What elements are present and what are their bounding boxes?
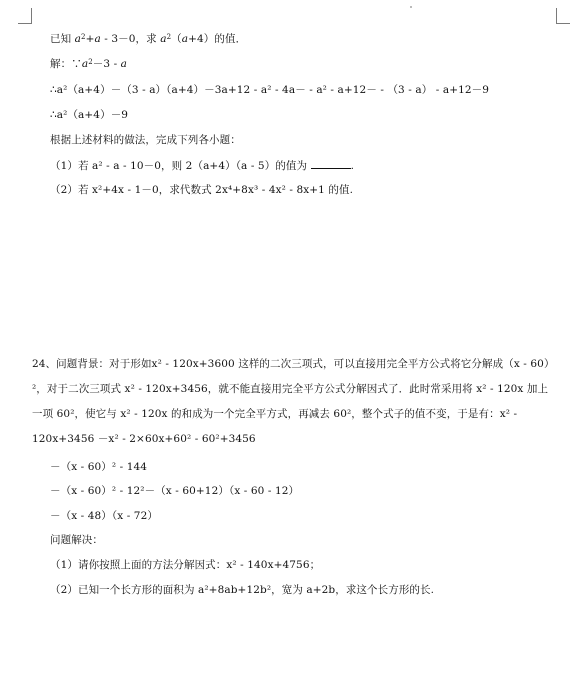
problem-24-background: 24、问题背景：对于形如x² - 120x+3600 这样的二次三项式，可以直接用完全平方公式将它分解成（x - 60）²，对于二次三项式 x² - 120x+3456，就不能直接用完全平方公式分解因式了．此时常采用将 x² - 120x 加上一项 60²，使它与 x² - 120x 的和成为一个完全平方式，再减去 60²，整个式子的值不变，于是有：x² - 120x+3456 －x² - 2×60x+60² - 60²+3456	[32, 358, 550, 445]
step-3: －（x - 48）（x - 72）	[50, 510, 158, 522]
given-statement: 已知 $a^2+a - 3-0$，求 $a^2(a+4)$的值．	[50, 33, 247, 45]
solution-line-3: ∴a²（a+4）－9	[50, 109, 129, 121]
step-2: －（x - 60）² - 12²－（x - 60+12）（x - 60 - 12）	[50, 485, 300, 497]
step-1: －（x - 60）² - 144	[50, 461, 148, 473]
question-1: （1）若 a² - a - 10－0，则 2（a+4）（a - 5）的值为 .	[50, 160, 355, 172]
solve-label: 问题解决：	[50, 534, 103, 546]
top-dot	[410, 6, 412, 8]
problem-24-question-1: （1）请你按照上面的方法分解因式：x² - 140x+4756；	[50, 559, 321, 571]
corner-mark-left-vertical	[31, 8, 32, 23]
solution-line-1: 解：$\because a^2-3 - a$	[50, 58, 128, 70]
corner-mark-right-horizontal	[556, 23, 570, 24]
problem-24-question-2: （2）已知一个长方形的面积为 a²+8ab+12b²，宽为 a+2b，求这个长方形的长.	[50, 584, 435, 596]
solution-line-2: ∴a²（a+4）－（3 - a）（a+4）－3a+12 - a² - 4a－ - a² - a+12－ - （3 - a） - a+12－9	[50, 84, 490, 96]
corner-mark-left-horizontal	[18, 23, 32, 24]
question-2: （2）若 x²+4x - 1－0，求代数式 2x⁴+8x³ - 4x² - 8x+1 的值.	[50, 184, 354, 196]
instruction-text: 根据上述材料的做法，完成下列各小题：	[50, 134, 241, 146]
answer-blank[interactable]	[311, 158, 351, 169]
corner-mark-right-vertical	[556, 8, 557, 23]
